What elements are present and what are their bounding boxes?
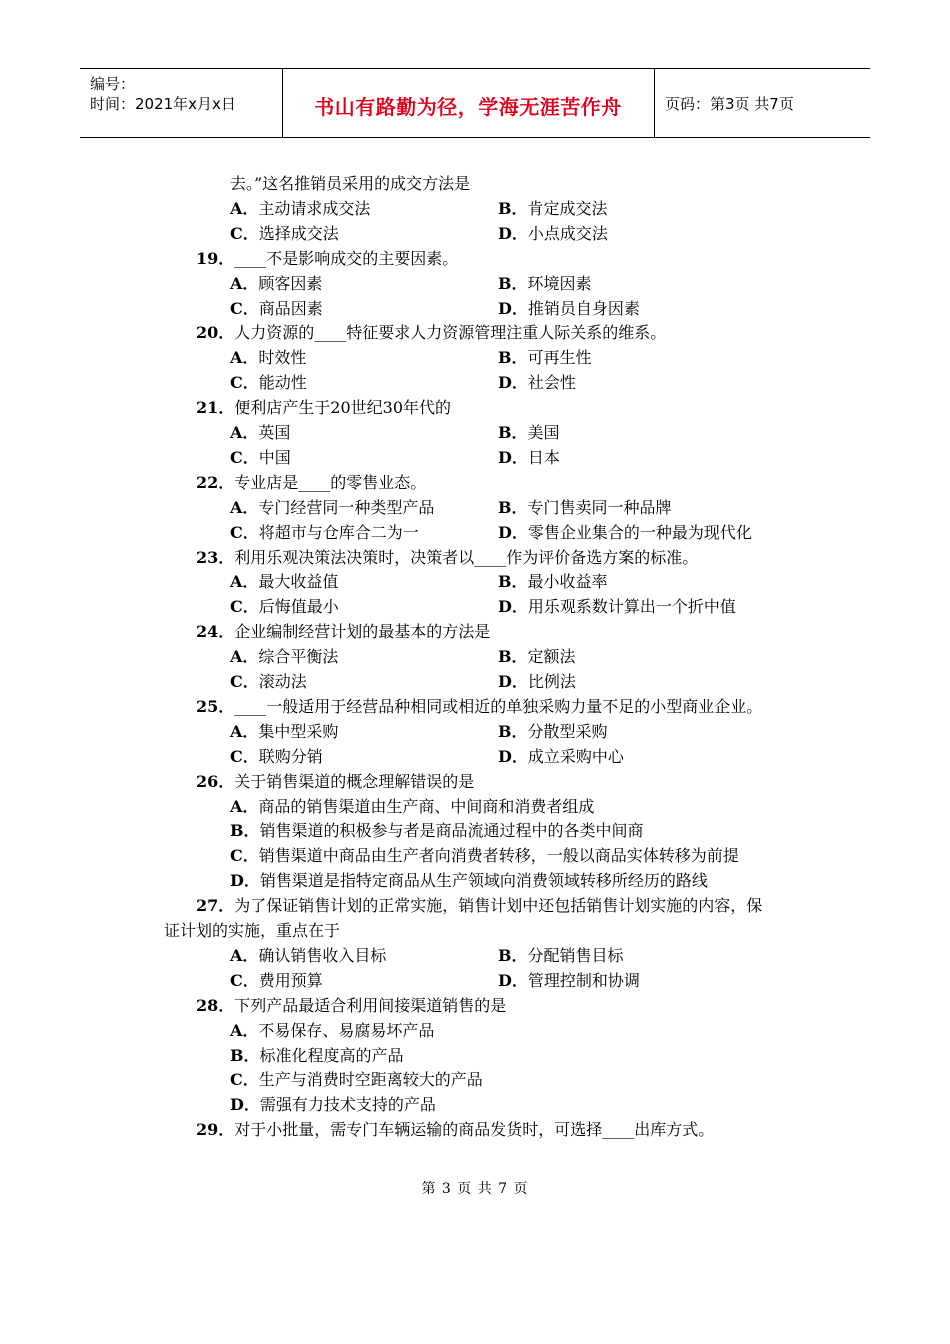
question-number: 29．	[196, 1120, 235, 1139]
option-text: 分配销售目标	[527, 946, 624, 965]
answer-option	[230, 871, 708, 891]
option-letter: A．	[230, 797, 259, 816]
option-text: 专门售卖同一种品牌	[527, 498, 672, 517]
question-number: 28．	[196, 996, 235, 1015]
question-text-line: 去。”这名推销员采用的成交方法是	[230, 174, 471, 193]
number-label: 编号：	[90, 75, 136, 93]
option-letter: B．	[498, 423, 528, 442]
time-label: 时间：2021年x月x日	[90, 95, 236, 113]
answer-option	[498, 722, 608, 742]
option-letter: A．	[230, 199, 259, 218]
option-text: 集中型采购	[258, 722, 339, 741]
option-text: 小点成交法	[527, 224, 608, 243]
option-letter: D．	[498, 373, 528, 392]
option-letter: A．	[230, 423, 259, 442]
option-text: 定额法	[527, 647, 576, 666]
option-letter: D．	[230, 871, 260, 890]
option-letter: C．	[230, 747, 259, 766]
option-text: 社会性	[527, 373, 576, 392]
option-text: 销售渠道的积极参与者是商品流通过程中的各类中间商	[259, 821, 644, 840]
option-letter: C．	[230, 373, 259, 392]
page-header	[80, 68, 870, 138]
question-number: 25．	[196, 697, 235, 716]
answer-option	[230, 423, 290, 443]
answer-option	[498, 672, 576, 692]
option-text: 最大收益值	[258, 572, 339, 591]
option-letter: A．	[230, 274, 259, 293]
question-stem	[196, 548, 698, 568]
option-letter: A．	[230, 722, 259, 741]
answer-option	[230, 448, 291, 468]
question-text-line: 证计划的实施，重点在于	[164, 921, 341, 940]
option-letter: D．	[498, 523, 528, 542]
question-number: 19．	[196, 249, 235, 268]
option-letter: B．	[498, 722, 528, 741]
option-letter: C．	[230, 523, 259, 542]
answer-option	[230, 1095, 436, 1115]
option-letter: C．	[230, 846, 259, 865]
option-letter: B．	[230, 1046, 260, 1065]
option-letter: B．	[498, 647, 528, 666]
question-text: ____不是影响成交的主要因素。	[234, 249, 459, 268]
page-label: 页码：第3页 共7页	[665, 95, 794, 113]
option-text: 费用预算	[258, 971, 323, 990]
answer-option	[230, 672, 307, 692]
option-text: 不易保存、易腐易坏产品	[258, 1021, 435, 1040]
answer-option	[498, 523, 752, 543]
question-number: 20．	[196, 323, 235, 342]
option-letter: B．	[230, 821, 260, 840]
question-text: 专业店是____的零售业态。	[234, 473, 427, 492]
question-stem	[196, 398, 451, 418]
answer-option	[230, 946, 386, 966]
option-text: 顾客因素	[258, 274, 323, 293]
question-stem	[196, 323, 666, 343]
option-text: 日本	[527, 448, 560, 467]
option-text: 主动请求成交法	[258, 199, 371, 218]
option-text: 商品的销售渠道由生产商、中间商和消费者组成	[258, 797, 595, 816]
answer-option	[230, 1046, 404, 1066]
answer-option	[230, 797, 594, 817]
option-text: 美国	[527, 423, 560, 442]
page-footer: 第 3 页 共 7 页	[421, 1181, 529, 1197]
answer-option	[498, 498, 672, 518]
option-text: 成立采购中心	[527, 747, 624, 766]
answer-option	[230, 722, 338, 742]
option-text: 可再生性	[527, 348, 592, 367]
question-text: 对于小批量，需专门车辆运输的商品发货时，可选择____出库方式。	[234, 1120, 715, 1139]
header-meta	[80, 69, 283, 137]
option-letter: B．	[498, 498, 528, 517]
option-text: 销售渠道是指特定商品从生产领域向消费领域转移所经历的路线	[259, 871, 708, 890]
option-letter: C．	[230, 1070, 259, 1089]
option-text: 零售企业集合的一种最为现代化	[527, 523, 752, 542]
option-letter: C．	[230, 224, 259, 243]
option-text: 确认销售收入目标	[258, 946, 387, 965]
option-text: 滚动法	[258, 672, 307, 691]
answer-option	[498, 274, 592, 294]
option-letter: D．	[498, 747, 528, 766]
question-text: ____一般适用于经营品种相同或相近的单独采购力量不足的小型商业企业。	[234, 697, 763, 716]
option-text: 环境因素	[527, 274, 592, 293]
option-letter: D．	[498, 299, 528, 318]
answer-option	[230, 1070, 483, 1090]
question-number: 21．	[196, 398, 235, 417]
option-letter: C．	[230, 597, 259, 616]
option-letter: A．	[230, 1021, 259, 1040]
option-letter: A．	[230, 348, 259, 367]
question-text: 为了保证销售计划的正常实施，销售计划中还包括销售计划实施的内容，保	[234, 896, 763, 915]
option-letter: B．	[498, 274, 528, 293]
answer-option	[230, 199, 370, 219]
answer-option	[230, 498, 434, 518]
option-text: 选择成交法	[258, 224, 339, 243]
answer-option	[498, 373, 576, 393]
option-text: 最小收益率	[527, 572, 608, 591]
question-text: 利用乐观决策法决策时，决策者以____作为评价备选方案的标准。	[234, 548, 699, 567]
header-page-cell	[655, 69, 870, 137]
option-text: 肯定成交法	[527, 199, 608, 218]
option-letter: B．	[498, 946, 528, 965]
answer-option	[230, 747, 323, 767]
answer-option	[498, 299, 640, 319]
option-text: 需强有力技术支持的产品	[259, 1095, 436, 1114]
question-text: 企业编制经营计划的最基本的方法是	[234, 622, 491, 641]
option-text: 用乐观系数计算出一个折中值	[527, 597, 736, 616]
header-motto-cell	[282, 69, 655, 137]
answer-option	[230, 299, 323, 319]
answer-option	[498, 747, 624, 767]
answer-option	[498, 647, 576, 667]
answer-option	[498, 423, 560, 443]
option-text: 生产与消费时空距离较大的产品	[258, 1070, 483, 1089]
question-number: 27．	[196, 896, 235, 915]
answer-option	[498, 448, 560, 468]
question-stem	[196, 622, 490, 642]
question-number: 23．	[196, 548, 235, 567]
option-text: 综合平衡法	[258, 647, 339, 666]
answer-option	[230, 647, 338, 667]
answer-option	[230, 523, 419, 543]
option-text: 专门经营同一种类型产品	[258, 498, 435, 517]
option-letter: A．	[230, 572, 259, 591]
question-stem	[196, 697, 762, 717]
option-letter: A．	[230, 647, 259, 666]
option-text: 联购分销	[258, 747, 323, 766]
option-letter: D．	[498, 672, 528, 691]
option-text: 英国	[258, 423, 291, 442]
answer-option	[230, 274, 322, 294]
answer-option	[498, 971, 640, 991]
answer-option	[498, 199, 608, 219]
question-stem	[196, 249, 458, 269]
question-stem	[196, 1120, 714, 1140]
option-text: 将超市与仓库合二为一	[258, 523, 419, 542]
answer-option	[230, 1021, 434, 1041]
option-letter: B．	[498, 199, 528, 218]
answer-option	[230, 821, 644, 841]
option-letter: D．	[498, 971, 528, 990]
answer-option	[230, 348, 306, 368]
option-text: 管理控制和协调	[527, 971, 640, 990]
option-letter: D．	[230, 1095, 260, 1114]
answer-option	[230, 597, 339, 617]
option-letter: C．	[230, 299, 259, 318]
answer-option	[230, 373, 307, 393]
question-stem	[196, 473, 426, 493]
option-letter: B．	[498, 348, 528, 367]
answer-option	[498, 224, 608, 244]
option-text: 中国	[258, 448, 291, 467]
option-text: 分散型采购	[527, 722, 608, 741]
question-number: 22．	[196, 473, 235, 492]
motto: 书山有路勤为径，学海无涯苦作舟	[314, 95, 622, 119]
option-letter: D．	[498, 597, 528, 616]
answer-option	[230, 572, 338, 592]
question-text: 关于销售渠道的概念理解错误的是	[234, 772, 475, 791]
option-text: 时效性	[258, 348, 307, 367]
option-text: 标准化程度高的产品	[259, 1046, 404, 1065]
answer-option	[498, 348, 592, 368]
option-letter: D．	[498, 448, 528, 467]
answer-option	[230, 971, 323, 991]
option-text: 后悔值最小	[258, 597, 339, 616]
answer-option	[498, 572, 608, 592]
answer-option	[498, 597, 736, 617]
option-letter: A．	[230, 498, 259, 517]
question-stem	[196, 896, 762, 916]
question-number: 26．	[196, 772, 235, 791]
question-text: 人力资源的____特征要求人力资源管理注重人际关系的维系。	[234, 323, 667, 342]
answer-option	[230, 224, 339, 244]
option-letter: C．	[230, 448, 259, 467]
answer-option	[498, 946, 624, 966]
question-stem	[196, 996, 506, 1016]
option-letter: B．	[498, 572, 528, 591]
question-stem	[196, 772, 474, 792]
option-text: 推销员自身因素	[527, 299, 640, 318]
answer-option	[230, 846, 739, 866]
question-text: 下列产品最适合利用间接渠道销售的是	[234, 996, 507, 1015]
option-text: 能动性	[258, 373, 307, 392]
option-text: 商品因素	[258, 299, 323, 318]
option-letter: D．	[498, 224, 528, 243]
question-text: 便利店产生于20世纪30年代的	[234, 398, 452, 417]
option-letter: C．	[230, 672, 259, 691]
option-letter: A．	[230, 946, 259, 965]
question-number: 24．	[196, 622, 235, 641]
option-text: 比例法	[527, 672, 576, 691]
option-letter: C．	[230, 971, 259, 990]
option-text: 销售渠道中商品由生产者向消费者转移，一般以商品实体转移为前提	[258, 846, 739, 865]
